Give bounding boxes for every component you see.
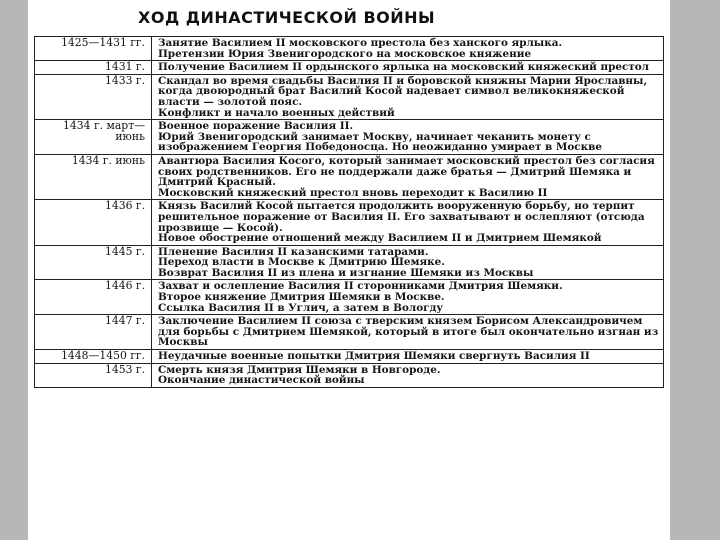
event-line: Занятие Василием II московского престола без ханского ярлыка. — [158, 37, 563, 49]
events-cell — [152, 154, 664, 199]
right-margin-bar — [670, 0, 720, 540]
event-line: Ссылка Василия II в Углич, а затем в Вологду — [158, 301, 444, 314]
event-line: Возврат Василия II из плена и изгнание Шемяки из Москвы — [158, 266, 534, 279]
event-line: Заключение Василием II союза с тверским князем Борисом Александровичем для борьбы с Дмитрием Шемякой, который в итоге был окончательно изгнан из Москвы — [158, 315, 659, 349]
event-line: Претензии Юрия Звенигородского на московское княжение — [158, 47, 532, 60]
event-line: Юрий Звенигородский занимает Москву, начинает чеканить монету с изображением Георгия Победоносца. Но неожиданно умирает в Москве — [158, 130, 602, 154]
table-row — [35, 315, 664, 350]
table-row — [35, 74, 664, 119]
table-row — [35, 37, 664, 61]
table-row — [35, 154, 664, 199]
event-line: Переход власти в Москве к Дмитрию Шемяке. — [158, 256, 445, 269]
year-cell: 1434 г. март—июнь — [35, 120, 152, 155]
table-row — [35, 363, 664, 387]
event-line: Смерть князя Дмитрия Шемяки в Новгороде. — [158, 363, 441, 376]
event-line: Скандал во время свадьбы Василия II и боровской княжны Марии Ярославны, когда двоюродный брат Василий Косой надевает символ великокняжеской власти — золотой пояс. — [158, 74, 648, 108]
event-line: Авантюра Василия Косого, который занимает московский престол без согласия своих родственников. Его не поддержали даже братья — Дмитрий Шемяка и Дмитрий Красный. — [158, 154, 655, 189]
event-line: Конфликт и начало военных действий — [158, 106, 395, 119]
events-cell — [152, 245, 664, 280]
events-cell — [152, 120, 664, 155]
event-line: Захват и ослепление Василия II сторонниками Дмитрия Шемяки. — [158, 280, 563, 293]
table-row — [35, 350, 664, 364]
year-cell: 1436 г. — [35, 200, 152, 245]
events-cell — [152, 350, 664, 364]
events-cell — [152, 280, 664, 315]
event-line: Второе княжение Дмитрия Шемяки в Москве. — [158, 291, 445, 304]
year-cell: 1448—1450 гг. — [35, 350, 152, 364]
events-cell — [152, 61, 664, 75]
table-row — [35, 120, 664, 155]
year-cell: 1445 г. — [35, 245, 152, 280]
table-row — [35, 61, 664, 75]
events-cell — [152, 363, 664, 387]
document-title: ХОД ДИНАСТИЧЕСКОЙ ВОЙНЫ — [138, 8, 436, 27]
table-row — [35, 200, 664, 245]
table-row — [35, 245, 664, 280]
table-row — [35, 280, 664, 315]
year-cell: 1434 г. июнь — [35, 154, 152, 199]
event-line: Получение Василием II ордынского ярлыка на московский княжеский престол — [158, 61, 650, 74]
event-line: Окончание династической войны — [158, 374, 365, 387]
event-line: Московский княжеский престол вновь переходит к Василию II — [158, 186, 548, 199]
year-cell: 1453 г. — [35, 363, 152, 387]
event-line: Князь Василий Косой пытается продолжить вооруженную борьбу, но терпит решительное поражение от Василия II. Его захватывают и ослепляют (отсюда прозвище — Косой). — [158, 200, 645, 234]
events-cell — [152, 37, 664, 61]
dynastic-war-table — [34, 36, 664, 388]
events-cell — [152, 315, 664, 350]
event-line: Новое обострение отношений между Василием II и Дмитрием Шемякой — [158, 232, 602, 245]
events-cell — [152, 200, 664, 245]
event-line: Пленение Василия II казанскими татарами. — [158, 245, 429, 258]
events-cell — [152, 74, 664, 119]
year-cell: 1431 г. — [35, 61, 152, 75]
left-margin-bar — [0, 0, 28, 540]
year-cell: 1446 г. — [35, 280, 152, 315]
year-cell: 1447 г. — [35, 315, 152, 350]
year-cell: 1433 г. — [35, 74, 152, 119]
event-line: Военное поражение Василия II. — [158, 120, 354, 133]
event-line: Неудачные военные попытки Дмитрия Шемяки свергнуть Василия II — [158, 350, 590, 363]
year-cell: 1425—1431 гг. — [35, 37, 152, 61]
scanned-document — [28, 0, 670, 540]
